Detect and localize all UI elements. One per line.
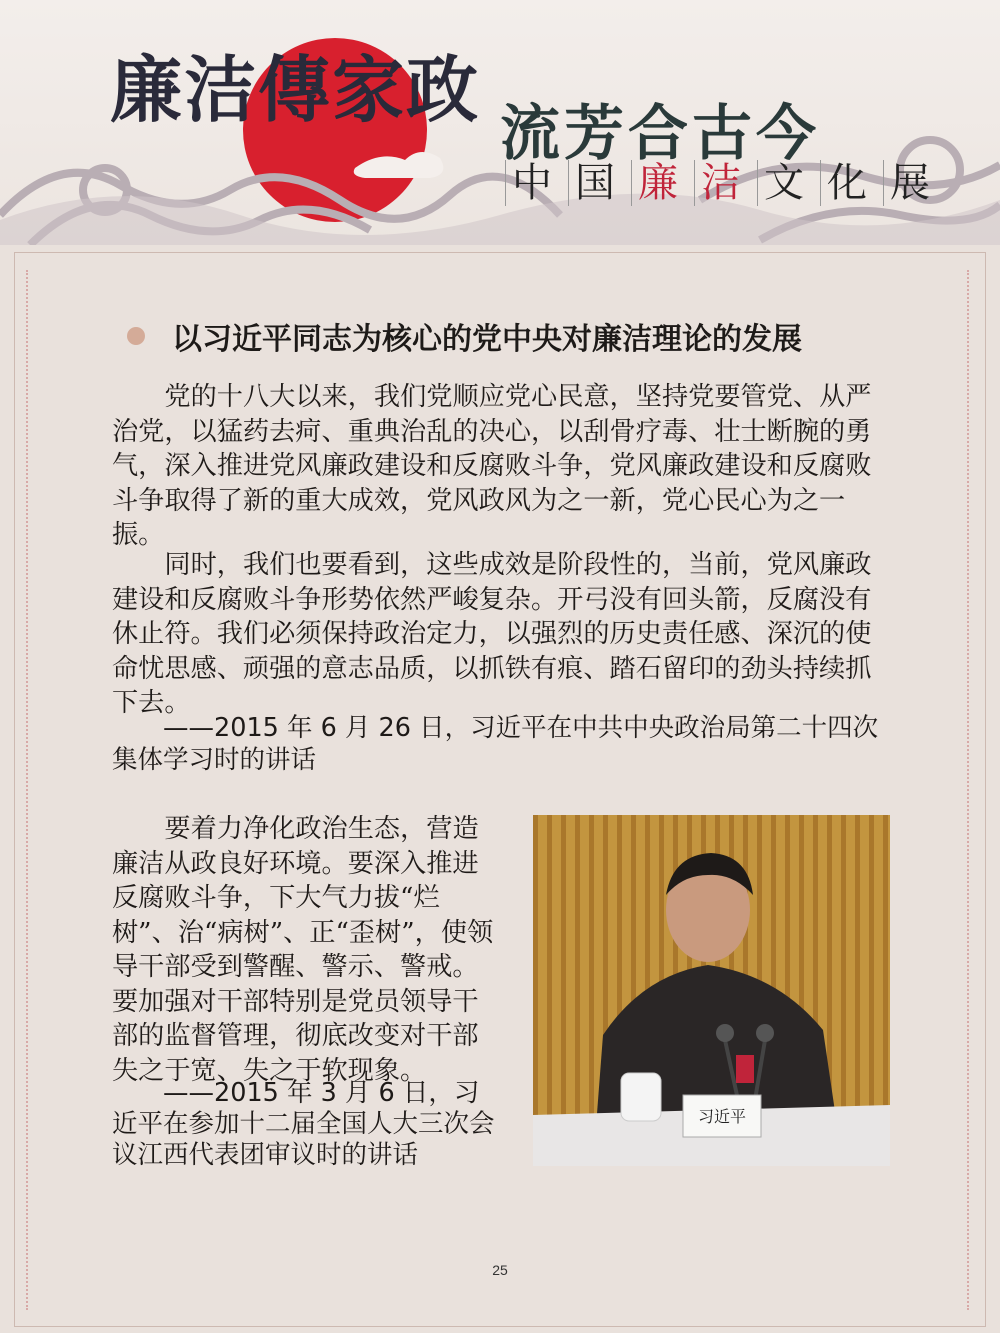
heading-bullet-icon [127,327,145,345]
exhibit-title [505,160,936,206]
exhibit-char: 洁 [694,160,747,206]
quote-source-1: ——2015 年 6 月 26 日，习近平在中共中央政治局第二十四次集体学习时的讲话 [112,713,879,775]
quote-source-2: ——2015 年 3 月 6 日，习近平在参加十二届全国人大三次会议江西代表团审议时的讲话 [112,1078,495,1170]
tea-cup [621,1073,661,1121]
delegate-badge [736,1055,754,1083]
exhibit-char: 文 [757,160,810,206]
paragraph-1: 党的十八大以来，我们党顺应党心民意，坚持党要管党、从严治党，以猛药去疴、重典治乱的决心，以刮骨疗毒、壮士断腕的勇气，深入推进党风廉政建设和反腐败斗争，党风廉政建设和反腐败斗争取得了新的重大成效，党风政风为之一新，党心民心为之一振。 [112,382,872,550]
banner-title-sub: 流芳合古今 [500,99,820,169]
exhibit-char: 展 [883,160,936,206]
page-number: 25 [492,1262,508,1278]
dotted-border-left [26,270,28,1310]
photo-illustration [533,815,890,1166]
header-banner [0,0,1000,245]
section-heading: 以习近平同志为核心的党中央对廉洁理论的发展 [172,322,802,357]
exhibit-char: 廉 [631,160,684,206]
nameplate-text: 习近平 [697,1107,747,1126]
speaker-photo [533,815,890,1166]
banner-title-main: 廉洁傳家政 [110,47,481,132]
exhibit-char: 化 [820,160,873,206]
dotted-border-right [967,270,969,1310]
exhibit-char: 国 [568,160,621,206]
paragraph-2: 同时，我们也要看到，这些成效是阶段性的，当前，党风廉政建设和反腐败斗争形势依然严峻复杂。开弓没有回头箭，反腐没有休止符。我们必须保持政治定力，以强烈的历史责任感、深沉的使命忧思感、顽强的意志品质，以抓铁有痕、踏石留印的劲头持续抓下去。 [112,550,872,718]
exhibit-char: 中 [505,160,558,206]
paragraph-3: 要着力净化政治生态，营造廉洁从政良好环境。要深入推进反腐败斗争，下大气力拔“烂树”、治“病树”、正“歪树”，使领导干部受到警醒、警示、警戒。要加强对干部特别是党员领导干部的监督管理，彻底改变对干部失之于宽、失之于软现象。 [112,814,494,1086]
